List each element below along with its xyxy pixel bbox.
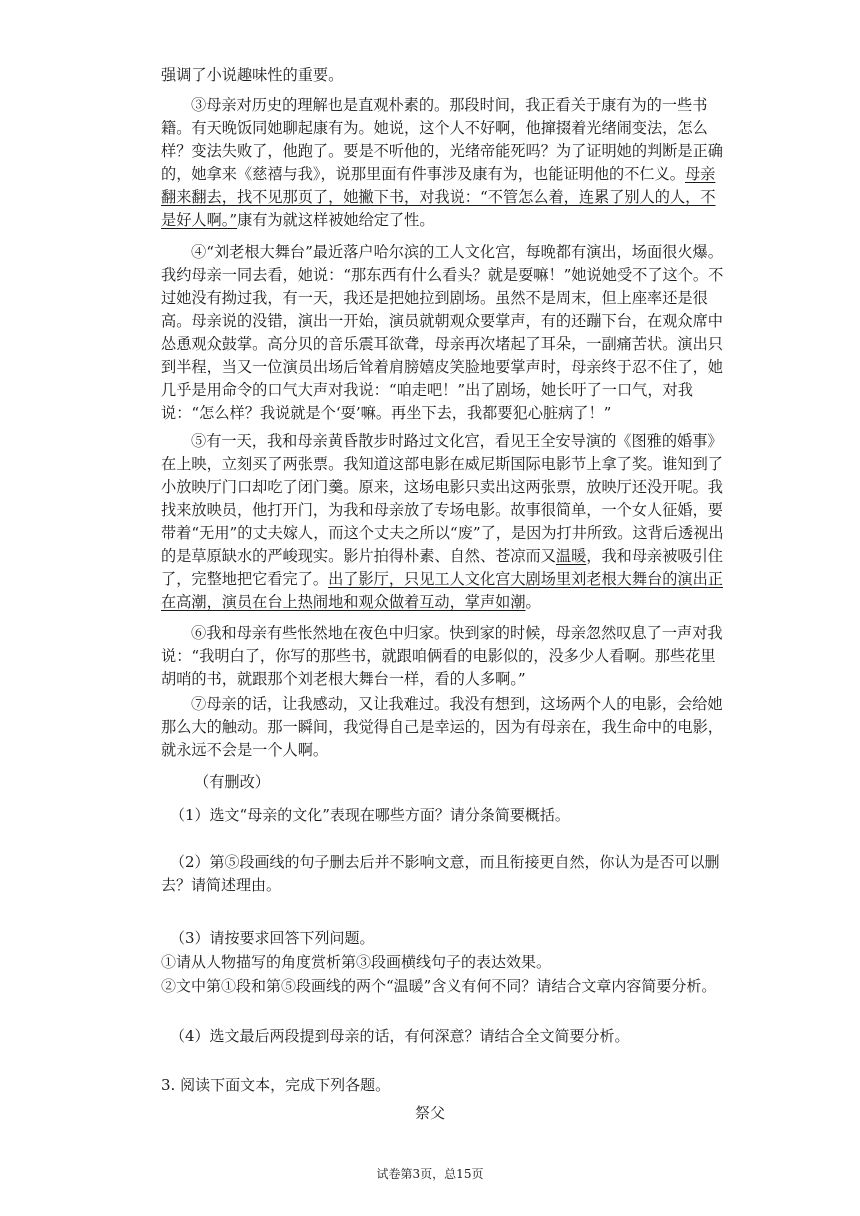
revision-note: （有删改） — [194, 773, 270, 791]
paragraph-3-text: ③母亲对历史的理解也是直观朴素的。那段时间，我正看关于康有为的一些书籍。有天晚饭同她聊起康有为。她说，这个人不好啊，他撺掇着光绪闹变法，怎么样？变法失败了，他跑了。要是不听他的，光绪帝能死吗？为了证明她的判断是正确的，她拿来《慈禧与我》，说那里面有件事涉及康有为，也能证明他的不仁义。 — [161, 96, 723, 183]
paragraph-4: ④“刘老根大舞台”最近落户哈尔滨的工人文化宫，每晚都有演出，场面很火爆。我约母亲一同去看，她说：“那东西有什么看头？就是耍嘛！”她说她受不了这个。不过她没有拗过我，有一天，我还是把她拉到剧场。虽然不是周末，但上座率还是很高。母亲说的没错，演出一开始，演员就朝观众要掌声，有的还蹦下台，在观众席中怂恿观众鼓掌。高分贝的音乐震耳欲聋，母亲再次堵起了耳朵，一副痛苦状。演出只到半程，当又一位演员出场后耸着肩膀嬉皮笑脸地要掌声时，母亲终于忍不住了，她几乎是用命令的口气大声对我说：“咱走吧！”出了剧场，她长吁了一口气，对我说：“怎么样？我说就是个‘耍’嘛。再坐下去，我都要犯心脏病了！” — [161, 243, 724, 422]
section-3-title: 祭父 — [414, 1104, 445, 1122]
paragraph-5 — [161, 430, 726, 614]
paragraph-3-tail: 康有为就这样被她给定了性。 — [237, 211, 435, 229]
question-2-line-2: 去？请简述理由。 — [161, 876, 282, 894]
question-3: （3）请按要求回答下列问题。 — [170, 929, 375, 947]
paragraph-5-warm-word: 温暖 — [555, 547, 587, 565]
paragraph-5-underlined-sentence: 出了影厅，只见工人文化宫大剧场里刘老根大舞台的演出正在高潮，演员在台上热闹地和观众做着互动，掌声如潮 — [161, 570, 723, 611]
paragraph-5-mid: ，我和母亲被吸引住了，完整地把它看完了。 — [161, 547, 723, 588]
continuation-line: 强调了小说趣味性的重要。 — [161, 66, 344, 84]
paragraph-5-text: ⑤有一天，我和母亲黄昏散步时路过文化宫，看见王全安导演的《图雅的婚事》在上映，立刻买了两张票。我知道这部电影在威尼斯国际电影节上拿了奖。谁知到了小放映厅门口却吃了闭门羹。原来，这场电影只卖出这两张票，放映厅还没开呢。我找来放映员，他打开门，为我和母亲放了专场电影。故事很简单，一个女人征婚，要带着“无用”的丈夫嫁人，而这个丈夫之所以“废”了，是因为打井所致。这背后透视出的是草原缺水的严峻现实。影片拍得朴素、自然、苍凉而又 — [161, 432, 724, 565]
paragraph-3 — [161, 94, 726, 232]
paragraph-6: ⑥我和母亲有些怅然地在夜色中归家。快到家的时候，母亲忽然叹息了一声对我说：“我明白了，你写的那些书，就跟咱俩看的电影似的，没多少人看啊。那些花里胡哨的书，就跟那个刘老根大舞台一样，看的人多啊。” — [161, 624, 723, 688]
question-4: （4）选文最后两段提到母亲的话，有何深意？请结合全文简要分析。 — [170, 1027, 630, 1045]
question-3-part-1: ①请从人物描写的角度赏析第③段画横线句子的表达效果。 — [161, 953, 552, 971]
page-footer: 试卷第3页，总15页 — [376, 1167, 484, 1181]
paragraph-3-underlined-sentence: 母亲翻来翻去，找不见那页了，她撇下书，对我说：“不管怎么着，连累了别人的人，不是好人啊。” — [161, 165, 716, 229]
section-3-heading: 3. 阅读下面文本，完成下列各题。 — [161, 1076, 391, 1094]
paragraph-7: ⑦母亲的话，让我感动，又让我难过。我没有想到，这场两个人的电影，会给她那么大的触动。那一瞬间，我觉得自己是幸运的，因为有母亲在，我生命中的电影，就永远不会是一个人啊。 — [161, 695, 723, 759]
question-2-line-1: （2）第⑤段画线的句子删去后并不影响文意，而且衔接更自然，你认为是否可以删 — [170, 853, 720, 871]
question-1: （1）选文“母亲的文化”表现在哪些方面？请分条简要概括。 — [170, 806, 570, 824]
question-3-part-2: ②文中第①段和第⑤段画线的两个“温暖”含义有何不同？请结合文章内容简要分析。 — [161, 977, 717, 995]
paragraph-5-end: 。 — [525, 593, 541, 611]
